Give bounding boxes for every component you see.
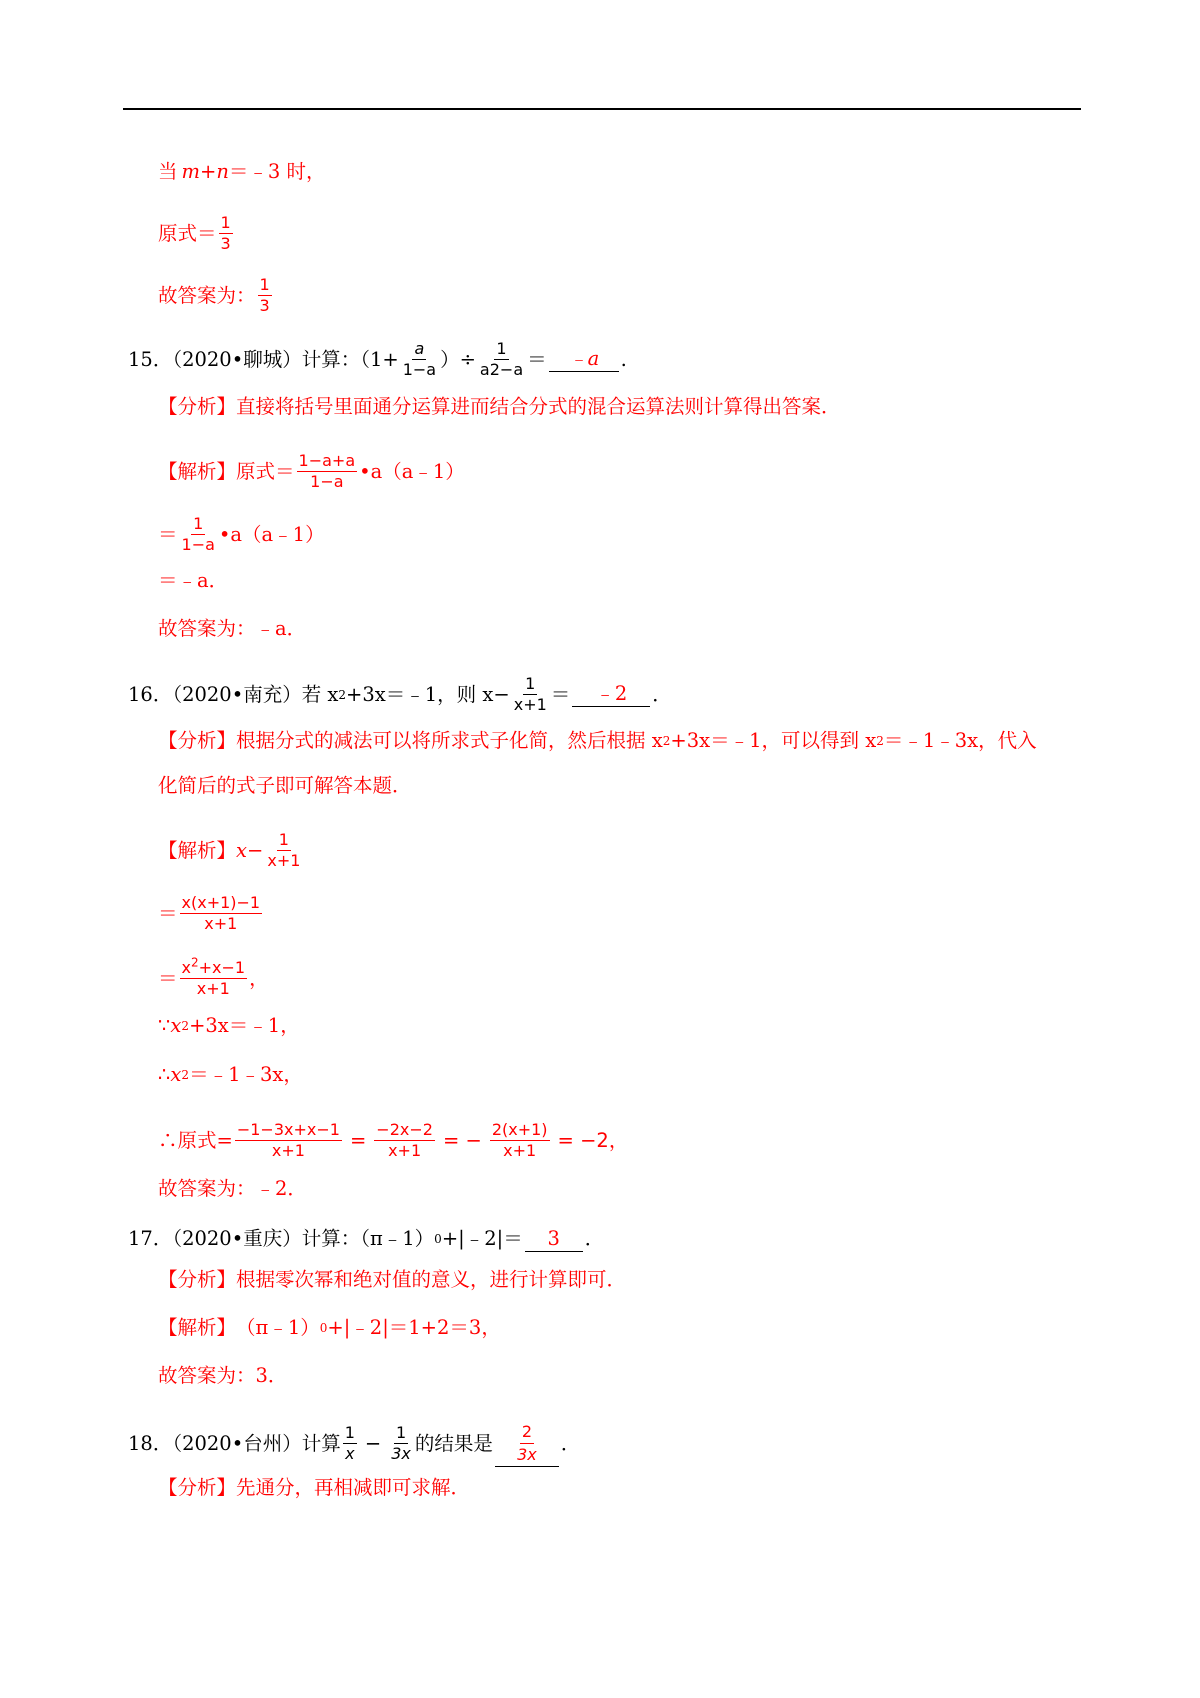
q15-sol1-prefix: 原式＝ xyxy=(236,459,295,483)
q16-therefore-a: x xyxy=(170,1063,182,1086)
q18-stem-mid: 的结果是 xyxy=(414,1431,493,1455)
q17-sol-b: +|﹣2|＝1+2＝3， xyxy=(327,1316,501,1339)
q17-analysis xyxy=(158,1266,626,1294)
q16-final-eq2: = − xyxy=(442,1128,482,1152)
q14-when-line xyxy=(158,158,326,186)
q17-stem: 17．（2020•重庆）计算：（π﹣1） 0 +|﹣2|＝ 3 ． xyxy=(128,1225,604,1253)
q15-stem-mid: ）÷ xyxy=(440,347,476,371)
q15-sol1-fraction: $\frac{1-a+a}{1-a}$ xyxy=(298,451,356,491)
analysis-tag: 【分析】 xyxy=(158,1476,237,1499)
q14-when-eq: ＝﹣3 时， xyxy=(228,160,326,183)
q16-final-fraction-1: $\frac{-1-3x+x-1}{x+1}$ xyxy=(236,1120,340,1160)
q16-stem: 16．（2020•南充）若 x 2 +3x＝﹣1，则 x− $\frac{1}{x+1}$ ＝ ﹣2 ． xyxy=(128,674,672,714)
q14-when-text: 当 xyxy=(158,160,178,183)
q17-sol-a: （π﹣1） xyxy=(236,1316,320,1339)
q16-because-line: ∵ x 2 +3x＝﹣1， xyxy=(158,1012,300,1040)
q16-analysis-text-2: 化简后的式子即可解答本题． xyxy=(158,774,412,797)
q16-therefore-b: ＝﹣1﹣3x， xyxy=(189,1063,303,1086)
q15-solution-1 xyxy=(158,451,465,492)
q15-end: . xyxy=(620,347,627,371)
q16-analysis: 【分析】 根据分式的减法可以将所求式子化简，然后根据 x 2 +3x＝﹣1，可以得到 x 2 ＝﹣1﹣3x，代入 xyxy=(158,727,1037,755)
q16-sol1-prefix: x− xyxy=(236,838,264,862)
q18-answer-blank xyxy=(495,1420,559,1467)
q16-analysis-text-1c: ＝﹣1﹣3x，代入 xyxy=(883,729,1037,752)
q15-sol2-suffix: •a（a﹣1） xyxy=(218,522,325,546)
q16-sol2-fraction: $\frac{x(x+1)-1}{x+1}$ xyxy=(181,893,261,933)
q16-answer-text: 故答案为：﹣2． xyxy=(158,1177,307,1200)
q16-analysis-text-1b: +3x＝﹣1，可以得到 x xyxy=(670,729,877,752)
q16-sol3-prefix: ＝ xyxy=(158,966,178,990)
q17-end: ． xyxy=(584,1227,605,1250)
q14-orig-fraction: $\frac{1}{3}$ xyxy=(220,213,231,253)
q18-analysis xyxy=(158,1474,470,1502)
q16-final-prefix: ∴原式= xyxy=(158,1128,233,1152)
q18-stem xyxy=(128,1420,580,1467)
q17-answer-text: 故答案为：3． xyxy=(158,1364,288,1387)
q18-analysis-text: 先通分，再相减即可求解． xyxy=(236,1476,471,1499)
q16-final-eq1: = xyxy=(349,1128,367,1152)
analysis-tag: 【分析】 xyxy=(158,729,237,752)
q14-when-math: m+n xyxy=(181,160,229,183)
q17-solution: 【解析】 （π﹣1） 0 +|﹣2|＝1+2＝3， xyxy=(158,1314,501,1342)
q15-answer-line xyxy=(158,615,306,643)
q18-frac1: $\frac{1}{x}$ xyxy=(344,1423,355,1463)
q16-answer-line xyxy=(158,1175,307,1203)
q15-analysis xyxy=(158,393,841,421)
q15-sol1-suffix: •a（a﹣1） xyxy=(359,459,465,483)
q16-frac: $\frac{1}{x+1}$ xyxy=(513,674,547,714)
header-rule xyxy=(123,108,1081,110)
therefore-symbol: ∴ xyxy=(158,1063,171,1086)
q16-solution-2 xyxy=(158,893,264,934)
analysis-tag: 【分析】 xyxy=(158,1268,237,1291)
q16-equals: ＝ xyxy=(550,682,571,706)
solution-tag: 【解析】 xyxy=(158,838,237,862)
q14-answer-fraction: $\frac{1}{3}$ xyxy=(259,275,270,315)
q16-final-tail: = −2， xyxy=(557,1128,629,1152)
q16-analysis-2 xyxy=(158,772,412,800)
q17-stem-prefix: 17．（2020•重庆）计算：（π﹣1） xyxy=(128,1227,435,1250)
solution-tag: 【解析】 xyxy=(158,1316,237,1339)
q16-sol3-suffix: ， xyxy=(249,966,269,990)
q16-final-line xyxy=(158,1120,628,1161)
q15-answer-blank: ﹣a xyxy=(549,347,619,372)
q15-sol2-prefix: ＝ xyxy=(158,522,178,546)
q16-analysis-text-1a: 根据分式的减法可以将所求式子化简，然后根据 x xyxy=(236,729,663,752)
q18-frac2: $\frac{1}{3x}$ xyxy=(391,1423,411,1463)
q17-answer-line xyxy=(158,1362,287,1390)
q15-analysis-text: 直接将括号里面通分运算进而结合分式的混合运算法则计算得出答案． xyxy=(236,395,841,418)
q15-answer-text: 故答案为：﹣a． xyxy=(158,617,307,640)
q15-stem-prefix: 15．（2020•聊城）计算：（1+ xyxy=(128,347,399,371)
q14-orig-line xyxy=(158,213,235,254)
q16-because-a: x xyxy=(170,1014,182,1037)
q17-stem-mid: +|﹣2|＝ xyxy=(441,1227,523,1250)
q14-answer-label: 故答案为： xyxy=(158,283,256,307)
q15-frac2: $\frac{1}{a2-a}$ xyxy=(479,339,524,379)
q18-stem-prefix: 18．（2020•台州）计算 xyxy=(128,1431,341,1455)
q16-stem-mid: +3x＝﹣1，则 x− xyxy=(346,682,510,706)
q16-therefore-line: ∴ x 2 ＝﹣1﹣3x， xyxy=(158,1061,303,1089)
q18-answer-fraction: $\frac{2}{3x}$ xyxy=(517,1422,537,1464)
q18-minus: − xyxy=(364,1431,382,1455)
q16-sol2-prefix: ＝ xyxy=(158,901,178,925)
q15-sol3: ＝﹣a． xyxy=(158,569,229,592)
q16-solution-3 xyxy=(158,955,269,999)
q15-frac1: $\frac{a}{1-a}$ xyxy=(402,339,437,379)
q16-solution-1 xyxy=(158,830,304,871)
analysis-tag: 【分析】 xyxy=(158,395,237,418)
q16-because-b: +3x＝﹣1， xyxy=(189,1014,300,1037)
q18-end: ． xyxy=(560,1431,581,1455)
q16-sol1-fraction: $\frac{1}{x+1}$ xyxy=(267,830,301,870)
q15-solution-2 xyxy=(158,514,325,555)
solution-tag: 【解析】 xyxy=(158,459,237,483)
q14-answer-line xyxy=(158,275,274,316)
q14-orig-label: 原式＝ xyxy=(158,221,217,245)
q15-stem xyxy=(128,339,627,380)
q16-final-fraction-2: $\frac{-2x-2}{x+1}$ xyxy=(376,1120,433,1160)
q16-sol3-fraction: $\frac{x^2+x-1}{x+1}$ xyxy=(181,955,246,998)
q16-stem-prefix: 16．（2020•南充）若 x xyxy=(128,682,339,706)
q15-equals: ＝ xyxy=(527,347,547,371)
q16-answer-blank: ﹣2 xyxy=(572,682,650,707)
q15-sol2-fraction: $\frac{1}{1-a}$ xyxy=(181,514,215,554)
q17-analysis-text: 根据零次幂和绝对值的意义，进行计算即可． xyxy=(236,1268,627,1291)
q17-answer-blank: 3 xyxy=(525,1227,583,1252)
q16-end: ． xyxy=(652,682,672,706)
q16-final-fraction-3: $\frac{2(x+1)}{x+1}$ xyxy=(491,1120,548,1160)
because-symbol: ∵ xyxy=(158,1014,171,1037)
q15-solution-3 xyxy=(158,567,228,595)
